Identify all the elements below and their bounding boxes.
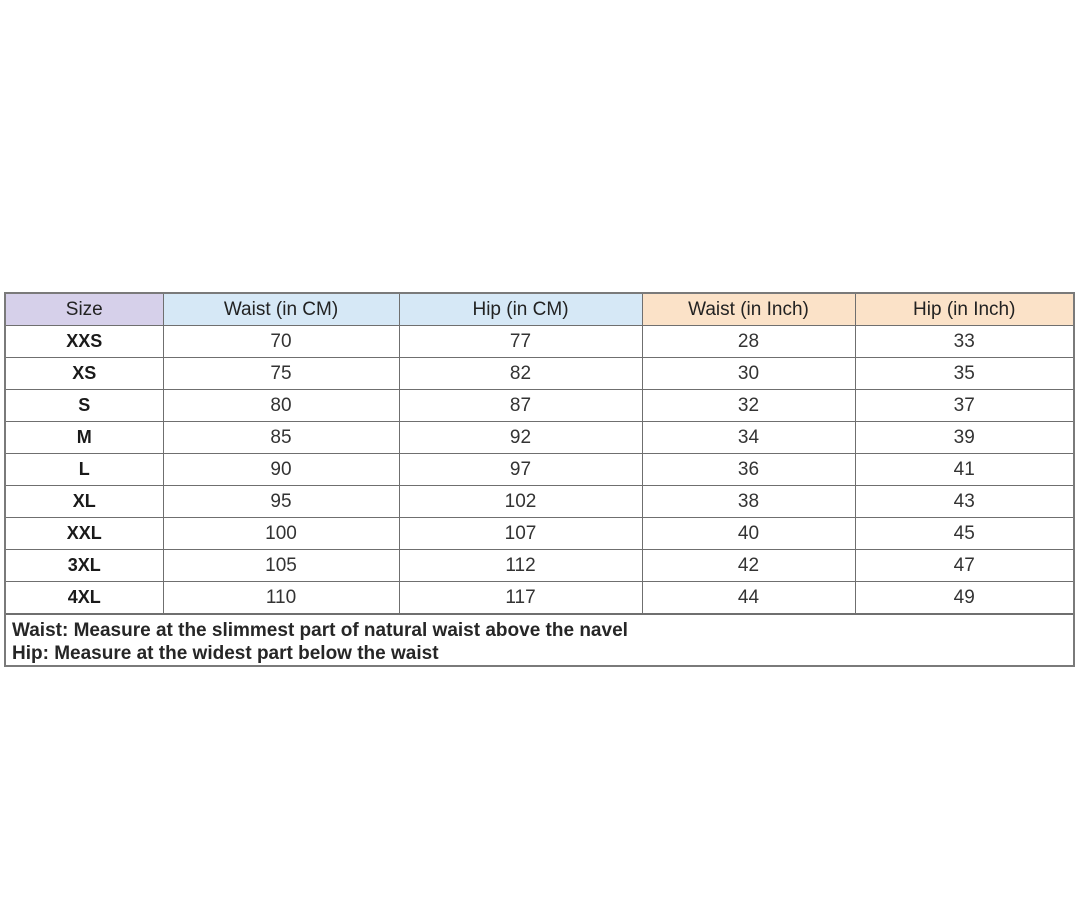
size-cell: XXS bbox=[6, 326, 163, 358]
waist-cm-cell: 95 bbox=[163, 486, 399, 518]
table-row bbox=[6, 390, 1073, 422]
waist-inch-cell: 38 bbox=[642, 486, 855, 518]
waist-cm-cell: 100 bbox=[163, 518, 399, 550]
waist-cm-cell: 80 bbox=[163, 390, 399, 422]
hip-inch-cell: 39 bbox=[855, 422, 1073, 454]
waist-inch-cell: 36 bbox=[642, 454, 855, 486]
table-row bbox=[6, 582, 1073, 614]
size-cell: XS bbox=[6, 358, 163, 390]
waist-inch-cell: 34 bbox=[642, 422, 855, 454]
header-waist-cm: Waist (in CM) bbox=[163, 294, 399, 326]
hip-cm-cell: 77 bbox=[399, 326, 642, 358]
hip-cm-cell: 82 bbox=[399, 358, 642, 390]
table-row bbox=[6, 518, 1073, 550]
waist-cm-cell: 110 bbox=[163, 582, 399, 614]
hip-inch-cell: 43 bbox=[855, 486, 1073, 518]
table-row bbox=[6, 326, 1073, 358]
header-waist-inch: Waist (in Inch) bbox=[642, 294, 855, 326]
waist-inch-cell: 44 bbox=[642, 582, 855, 614]
table-row bbox=[6, 422, 1073, 454]
hip-cm-cell: 112 bbox=[399, 550, 642, 582]
size-cell: 4XL bbox=[6, 582, 163, 614]
hip-inch-cell: 33 bbox=[855, 326, 1073, 358]
hip-inch-cell: 47 bbox=[855, 550, 1073, 582]
hip-note: Hip: Measure at the widest part below the waist bbox=[12, 643, 439, 664]
hip-inch-cell: 35 bbox=[855, 358, 1073, 390]
header-hip-inch: Hip (in Inch) bbox=[855, 294, 1073, 326]
waist-cm-cell: 90 bbox=[163, 454, 399, 486]
size-cell: L bbox=[6, 454, 163, 486]
waist-cm-cell: 70 bbox=[163, 326, 399, 358]
table-row bbox=[6, 358, 1073, 390]
table-row bbox=[6, 550, 1073, 582]
size-chart bbox=[4, 292, 1075, 667]
size-table bbox=[6, 294, 1073, 614]
waist-inch-cell: 42 bbox=[642, 550, 855, 582]
size-cell: M bbox=[6, 422, 163, 454]
hip-inch-cell: 37 bbox=[855, 390, 1073, 422]
size-cell: XXL bbox=[6, 518, 163, 550]
table-row bbox=[6, 454, 1073, 486]
header-hip-cm: Hip (in CM) bbox=[399, 294, 642, 326]
waist-cm-cell: 105 bbox=[163, 550, 399, 582]
waist-inch-cell: 32 bbox=[642, 390, 855, 422]
table-header-row bbox=[6, 294, 1073, 326]
hip-inch-cell: 49 bbox=[855, 582, 1073, 614]
waist-cm-cell: 75 bbox=[163, 358, 399, 390]
waist-note: Waist: Measure at the slimmest part of natural waist above the navel bbox=[12, 620, 628, 641]
hip-cm-cell: 107 bbox=[399, 518, 642, 550]
hip-inch-cell: 45 bbox=[855, 518, 1073, 550]
table-row bbox=[6, 486, 1073, 518]
size-cell: S bbox=[6, 390, 163, 422]
waist-inch-cell: 28 bbox=[642, 326, 855, 358]
waist-inch-cell: 40 bbox=[642, 518, 855, 550]
size-cell: XL bbox=[6, 486, 163, 518]
measurement-notes bbox=[6, 614, 1073, 665]
size-cell: 3XL bbox=[6, 550, 163, 582]
header-size: Size bbox=[6, 294, 163, 326]
hip-cm-cell: 102 bbox=[399, 486, 642, 518]
waist-inch-cell: 30 bbox=[642, 358, 855, 390]
hip-cm-cell: 97 bbox=[399, 454, 642, 486]
hip-cm-cell: 87 bbox=[399, 390, 642, 422]
hip-cm-cell: 117 bbox=[399, 582, 642, 614]
waist-cm-cell: 85 bbox=[163, 422, 399, 454]
hip-cm-cell: 92 bbox=[399, 422, 642, 454]
hip-inch-cell: 41 bbox=[855, 454, 1073, 486]
